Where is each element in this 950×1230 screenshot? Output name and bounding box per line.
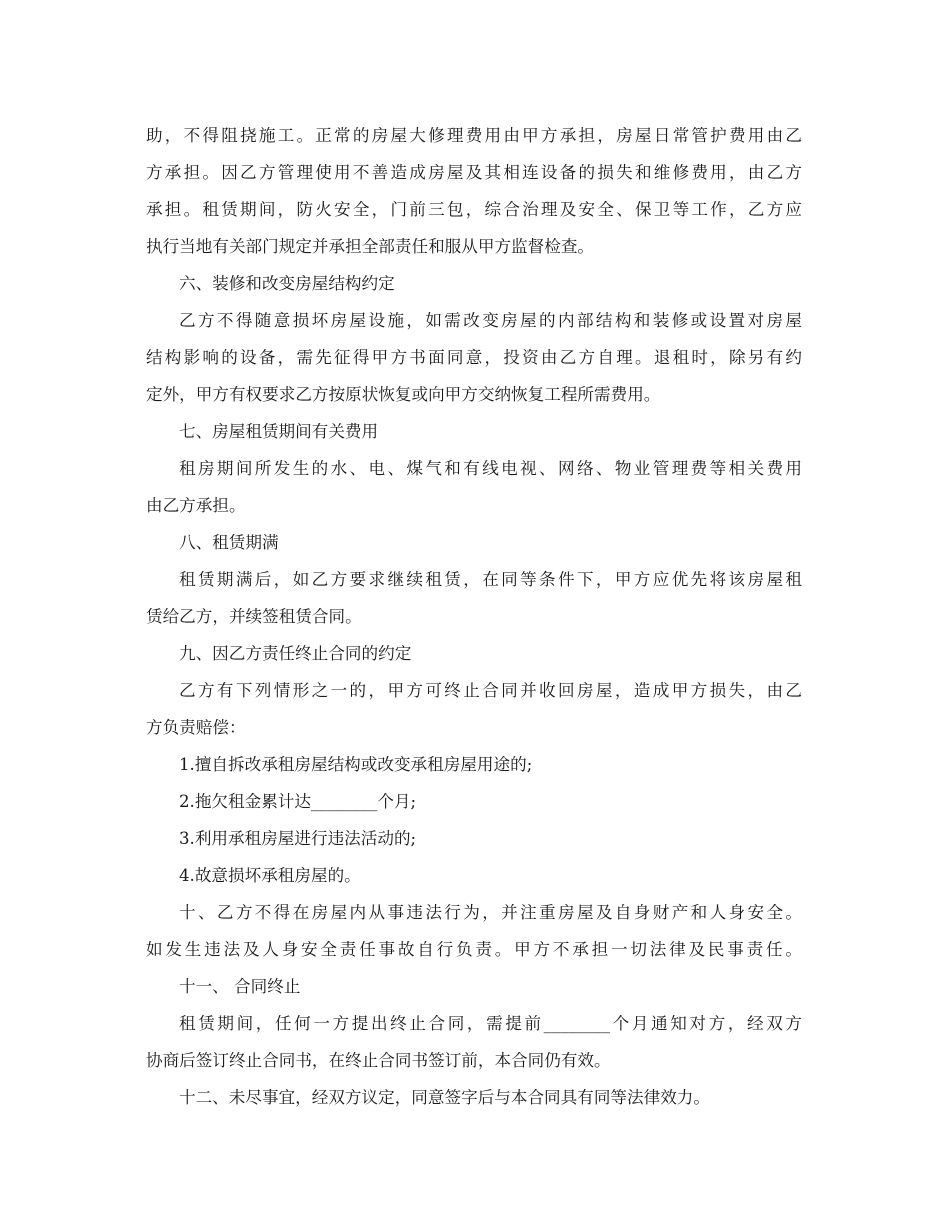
document-line: 租赁期间，任何一方提出终止合同，需提前________个月通知对方，经双方	[179, 1014, 802, 1033]
document-line: 定外，甲方有权要求乙方按原状恢复或向甲方交纳恢复工程所需费用。	[146, 385, 661, 404]
document-line: 助，不得阻挠施工。正常的房屋大修理费用由甲方承担，房屋日常管护费用由乙	[146, 126, 802, 145]
document-line: 承担。租赁期间，防火安全，门前三包，综合治理及安全、保卫等工作，乙方应	[146, 200, 802, 219]
document-line: 乙方不得随意损坏房屋设施，如需改变房屋的内部结构和装修或设置对房屋	[179, 311, 802, 330]
document-line: 3.利用承租房屋进行违法活动的;	[179, 829, 417, 848]
document-line: 方负责赔偿：	[146, 718, 246, 737]
document-line: 执行当地有关部门规定并承担全部责任和服从甲方监督检查。	[146, 237, 595, 256]
document-line: 如发生违法及人身安全责任事故自行负责。甲方不承担一切法律及民事责任。	[146, 940, 802, 959]
document-body	[146, 117, 802, 1116]
document-line: 乙方有下列情形之一的，甲方可终止合同并收回房屋，造成甲方损失，由乙	[179, 681, 802, 700]
document-line: 六、装修和改变房屋结构约定	[179, 274, 395, 293]
document-line: 十、乙方不得在房屋内从事违法行为，并注重房屋及自身财产和人身安全。	[179, 903, 802, 922]
document-line: 协商后签订终止合同书，在终止合同书签订前，本合同仍有效。	[146, 1051, 611, 1070]
document-line: 租赁期满后，如乙方要求继续租赁，在同等条件下，甲方应优先将该房屋租	[179, 570, 802, 589]
document-line: 结构影响的设备，需先征得甲方书面同意，投资由乙方自理。退租时，除另有约	[146, 348, 802, 367]
document-line: 方承担。因乙方管理使用不善造成房屋及其相连设备的损失和维修费用，由乙方	[146, 163, 802, 182]
document-line: 由乙方承担。	[146, 496, 246, 515]
document-line: 租房期间所发生的水、电、煤气和有线电视、网络、物业管理费等相关费用	[179, 459, 802, 478]
document-line: 2.拖欠租金累计达________个月;	[179, 792, 417, 811]
document-line: 九、因乙方责任终止合同的约定	[179, 644, 412, 663]
document-line: 十一、 合同终止	[179, 977, 301, 996]
document-line: 八、租赁期满	[179, 533, 279, 552]
document-line: 1.擅自拆改承租房屋结构或改变承租房屋用途的;	[179, 755, 533, 774]
document-line: 七、房屋租赁期间有关费用	[179, 422, 379, 441]
document-line: 赁给乙方，并续签租赁合同。	[146, 607, 362, 626]
document-line: 4.故意损坏承租房屋的。	[179, 866, 361, 885]
document-line: 十二、未尽事宜，经双方议定，同意签字后与本合同具有同等法律效力。	[179, 1088, 710, 1107]
